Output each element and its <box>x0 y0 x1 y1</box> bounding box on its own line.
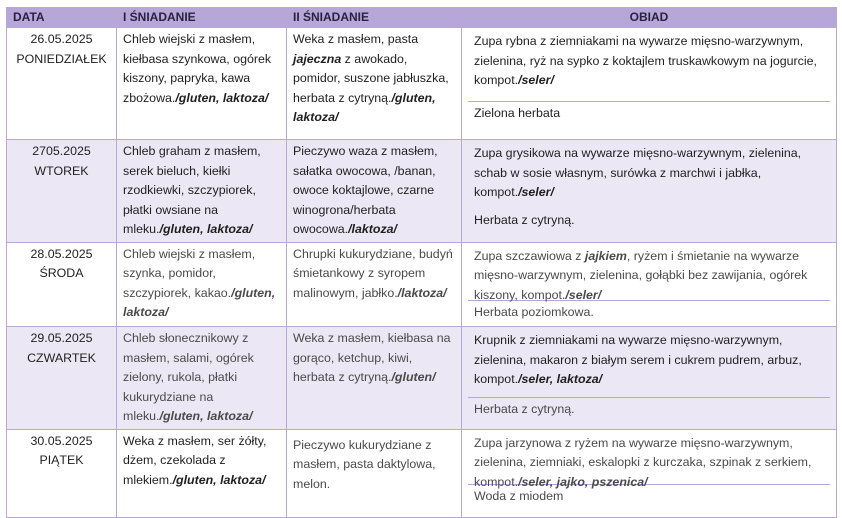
meal-text: Chleb wiejski z masłem, kiełbasa szynkowa, ogórek kiszony, papryka, kawa zbożowa. <box>123 32 272 105</box>
date-value: 28.05.2025 <box>30 246 93 261</box>
allergen-highlight: jajkiem <box>584 248 627 263</box>
meal-text: Weka z masłem, kiełbasa na gorąco, ketchup, kiwi, herbata z cytryną. <box>293 331 451 384</box>
breakfast-1-cell <box>117 327 287 430</box>
allergen-tag: /seler/ <box>518 73 554 87</box>
header-breakfast-1: I ŚNIADANIE <box>117 8 287 28</box>
lunch-cell <box>462 28 837 140</box>
meal-text: Chleb słonecznikowy z masłem, salami, ogórek zielony, rukola, płatki kukurydziane na mleku. <box>123 331 254 423</box>
allergen-tag: /gluten/ <box>391 370 436 384</box>
day-name: PONIEDZIAŁEK <box>16 51 107 66</box>
header-lunch: OBIAD <box>462 8 837 28</box>
table-row <box>7 140 837 243</box>
allergen-tag: /gluten, laktoza/ <box>175 90 269 105</box>
allergen-tag: /gluten, laktoza/ <box>159 409 253 423</box>
allergen-highlight: jajeczna <box>293 51 342 66</box>
meal-text: Pieczywo kukurydziane z masłem, pasta daktylowa, melon. <box>293 437 436 491</box>
meal-text: Chrupki kukurydziane, budyń śmietankowy z syropem malinowym, jabłko. <box>293 246 453 300</box>
allergen-tag: /gluten, laktoza/ <box>159 222 253 236</box>
meal-text: Weka z masłem, ser żółty, dżem, czekolada z mlekiem. <box>123 433 267 487</box>
lunch-dish <box>468 245 830 300</box>
breakfast-1-cell <box>117 242 287 327</box>
breakfast-2-cell <box>287 327 462 430</box>
meal-text: Chleb wiejski z masłem, szynka, pomidor, szczypiorek, kakao. <box>123 246 256 300</box>
allergen-tag: /seler, laktoza/ <box>518 372 603 386</box>
meal-text: Zupa grysikowa na wywarze mięsno-warzywnym, zielenina, schab w sosie własnym, surówka z marchwi i jabłka, kompot. <box>474 146 802 199</box>
meal-text: Weka z masłem, pasta <box>293 32 419 46</box>
lunch-drink: Zielona herbata <box>468 101 830 126</box>
day-name: WTOREK <box>34 163 89 178</box>
lunch-dish <box>468 30 830 101</box>
allergen-tag: /gluten, laktoza/ <box>123 285 276 319</box>
allergen-tag: /seler/ <box>518 185 554 199</box>
lunch-dish <box>468 329 830 397</box>
lunch-cell <box>462 429 837 517</box>
table-row <box>7 327 837 430</box>
lunch-cell <box>462 140 837 243</box>
breakfast-1-cell <box>117 429 287 517</box>
lunch-drink: Herbata z cytryną. <box>468 397 830 422</box>
lunch-cell <box>462 327 837 430</box>
breakfast-2-cell <box>287 28 462 140</box>
allergen-tag: /seler, jajko, pszenica/ <box>518 474 648 489</box>
breakfast-1-cell <box>117 28 287 140</box>
weekly-menu-table <box>6 7 837 518</box>
allergen-tag: /laktoza/ <box>348 222 398 236</box>
breakfast-2-cell <box>287 140 462 243</box>
lunch-drink: Woda z miodem <box>468 484 830 509</box>
date-value: 29.05.2025 <box>30 331 93 345</box>
date-cell <box>7 242 117 327</box>
lunch-drink: Herbata poziomkowa. <box>468 300 830 325</box>
meal-text: Krupnik z ziemniakami na wywarze mięsno-warzywnym, zielenina, makaron z białym serem i cukrem pudrem, arbuz, kompot. <box>474 333 802 386</box>
table-row <box>7 28 837 140</box>
lunch-drink: Herbata z cytryną. <box>474 212 575 227</box>
allergen-tag: /laktoza/ <box>397 285 447 300</box>
table-row <box>7 429 837 517</box>
header-breakfast-2: II ŚNIADANIE <box>287 8 462 28</box>
meal-text: z awokado, pomidor, suszone jabłuszka, herbata z cytryną. <box>293 51 449 105</box>
date-cell <box>7 327 117 430</box>
breakfast-2-cell <box>287 429 462 517</box>
menu-frame <box>6 7 836 518</box>
meal-text: , ryżem i śmietanie na wywarze mięsno-warzywnym, zielenina, gołąbki bez zawijania, ogórek kiszony, kompot. <box>474 248 808 302</box>
day-name: ŚRODA <box>39 266 84 280</box>
breakfast-1-cell <box>117 140 287 243</box>
header-date: DATA <box>7 8 117 28</box>
meal-text: Zupa rybna z ziemniakami na wywarze mięsno-warzywnym, zielenina, ryż na sypko z koktajlem truskawkowym na jogurcie, kompot. <box>474 34 817 87</box>
lunch-dish <box>468 142 830 205</box>
date-cell <box>7 429 117 517</box>
lunch-dish <box>468 432 830 489</box>
allergen-tag: /gluten, laktoza/ <box>293 90 436 124</box>
lunch-cell <box>462 242 837 327</box>
day-name: CZWARTEK <box>27 350 96 365</box>
allergen-tag: /gluten, laktoza/ <box>172 472 266 487</box>
meal-text: Zupa szczawiowa z <box>474 248 585 263</box>
breakfast-2-cell <box>287 242 462 327</box>
date-value: 30.05.2025 <box>30 433 93 448</box>
meal-text: Chleb graham z masłem, serek bieluch, kiełki rzodkiewki, szczypiorek, płatki owsiane na mleku. <box>123 144 261 236</box>
date-cell <box>7 28 117 140</box>
day-name: PIĄTEK <box>39 453 84 467</box>
meal-text: Pieczywo waza z masłem, sałatka owocowa, /banan, owoce koktajlowe, czarne winogrona/herbata owocowa. <box>293 144 438 236</box>
allergen-tag: /seler/ <box>565 287 602 302</box>
meal-text: Zupa jarzynowa z ryżem na wywarze mięsno-warzywnym, zielenina, ziemniaki, eskalopki z kurczaka, szpinak z serkiem, kompot. <box>474 435 812 489</box>
date-value: 26.05.2025 <box>30 32 93 46</box>
date-cell <box>7 140 117 243</box>
table-row <box>7 242 837 327</box>
header-row <box>7 8 837 28</box>
date-value: 2705.2025 <box>32 144 91 158</box>
